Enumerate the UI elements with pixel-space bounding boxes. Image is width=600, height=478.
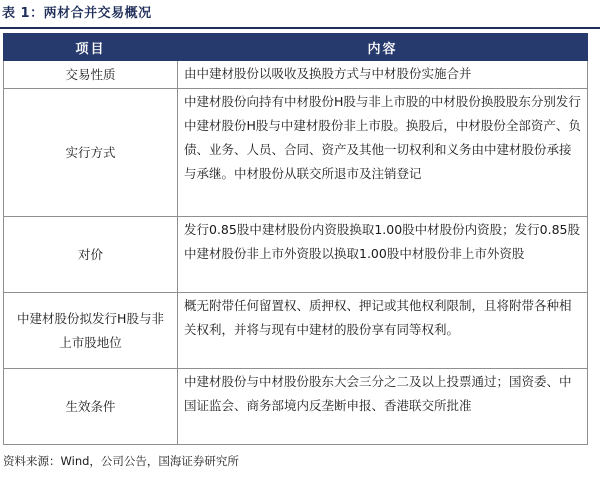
table-row (4, 89, 588, 217)
transaction-table (3, 33, 588, 445)
row-item-label: 实行方式 (65, 144, 116, 160)
row-content-text: 由中建材股份以吸收及换股方式与中材股份实施合并 (184, 66, 472, 81)
table-row (4, 293, 588, 369)
row-item-label: 生效条件 (65, 398, 116, 414)
row-item-cell (4, 217, 178, 293)
row-content-text: 中建材股份与中材股份股东大会三分之二及以上投票通过；国资委、中国证监会、商务部境内反垄断申报、香港联交所批准 (184, 374, 572, 413)
row-item-cell (4, 61, 178, 89)
table-row (4, 61, 588, 89)
row-item-label: 对价 (77, 246, 103, 262)
row-content-cell (178, 89, 588, 217)
row-content-text: 中建材股份向持有中材股份H股与非上市股的中材股份换股股东分别发行中建材股份H股与中建材股份非上市股。换股后，中材股份全部资产、负债、业务、人员、合同、资产及其他一切权利和义务由中建材股份承接与承继。中材股份从联交所退市及注销登记 (184, 94, 581, 181)
row-item-label: 交易性质 (65, 66, 116, 82)
row-content-cell (178, 293, 588, 369)
row-content-cell (178, 369, 588, 445)
row-item-cell (4, 369, 178, 445)
header-content: 内容 (178, 34, 588, 61)
row-item-cell (4, 89, 178, 217)
table-title: 表 1：两材合并交易概况 (2, 6, 152, 21)
row-content-cell (178, 61, 588, 89)
table-row (4, 217, 588, 293)
table-row (4, 369, 588, 445)
row-content-text: 发行0.85股中建材股份内资股换取1.00股中材股份内资股；发行0.85股中建材股份非上市外资股以换取1.00股中材股份非上市外资股 (184, 222, 580, 261)
table-header-row (4, 34, 588, 61)
row-item-cell (4, 293, 178, 369)
source-note: 资料来源：Wind，公司公告，国海证券研究所 (3, 454, 239, 468)
row-item-label: 中建材股份拟发行H股与非上市股地位 (17, 310, 164, 350)
row-content-text: 概无附带任何留置权、质押权、押记或其他权利限制，且将附带各种相关权利，并将与现有中建材的股份享有同等权利。 (184, 298, 572, 337)
header-item: 项目 (4, 34, 178, 61)
title-rule (0, 27, 600, 29)
row-content-cell (178, 217, 588, 293)
